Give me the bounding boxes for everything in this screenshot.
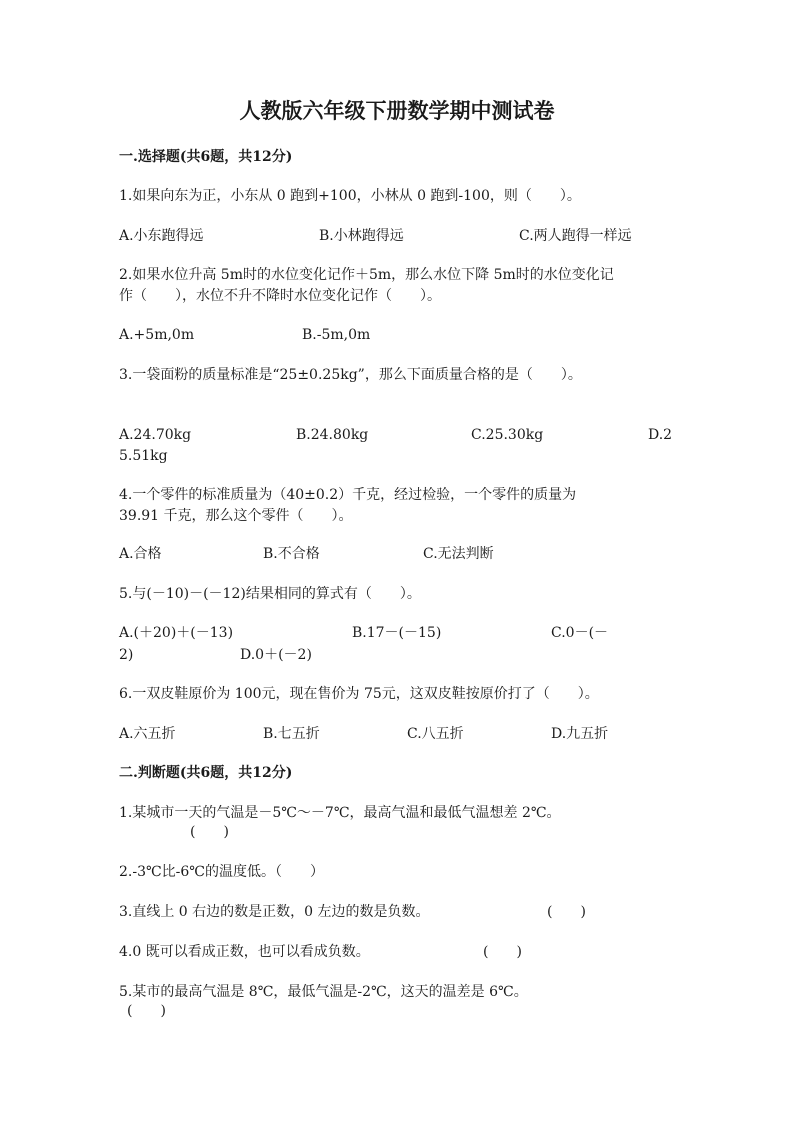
option-d: D.0＋(－2): [240, 647, 312, 663]
option-b: B.-5m,0m: [302, 327, 371, 343]
question-3: 3.一袋面粉的质量标准是“25±0.25kg”，那么下面质量合格的是（ ）。: [119, 367, 582, 383]
option-a: A.+5m,0m: [119, 327, 195, 343]
section-heading-choice: 一.选择题(共6题，共12分): [119, 149, 293, 165]
judgement-3: 3.直线上 0 右边的数是正数，0 左边的数是负数。: [119, 904, 430, 920]
question-2-cont: 作（ ），水位不升不降时水位变化记作（ ）。: [119, 288, 441, 304]
option-b: B.七五折: [263, 726, 320, 742]
answer-blank: ( ): [190, 824, 229, 840]
option-a: A.六五折: [119, 726, 176, 742]
question-2: 2.如果水位升高 5m时的水位变化记作＋5m，那么水位下降 5m时的水位变化记: [119, 267, 614, 283]
option-a: A.小东跑得远: [119, 228, 204, 244]
answer-blank: ( ): [127, 1003, 166, 1019]
judgement-4: 4.0 既可以看成正数，也可以看成负数。: [119, 944, 370, 960]
answer-blank: ( ): [483, 944, 522, 960]
question-4: 4.一个零件的标准质量为（40±0.2）千克，经过检验，一个零件的质量为: [119, 487, 577, 503]
question-5: 5.与(－10)－(－12)结果相同的算式有（ ）。: [119, 586, 421, 602]
option-d: D.九五折: [551, 726, 609, 742]
judgement-5: 5.某市的最高气温是 8℃，最低气温是-2℃，这天的温差是 6℃。: [119, 984, 528, 1000]
option-c: C.0－(－: [551, 625, 609, 641]
question-6: 6.一双皮鞋原价为 100元，现在售价为 75元，这双皮鞋按原价打了（ ）。: [119, 686, 599, 702]
option-b: B.24.80kg: [296, 427, 369, 443]
option-a: A.合格: [119, 546, 162, 562]
option-c: C.八五折: [407, 726, 464, 742]
option-b: B.17－(－15): [352, 625, 442, 641]
question-4-cont: 39.91 千克，那么这个零件（ ）。: [119, 508, 353, 524]
section-heading-judgement: 二.判断题(共6题，共12分): [119, 765, 293, 781]
page-title: 人教版六年级下册数学期中测试卷: [239, 98, 555, 123]
option-c: C.两人跑得一样远: [519, 228, 632, 244]
option-d-cont: 5.51kg: [119, 448, 168, 464]
option-c-cont: 2): [119, 647, 134, 663]
option-d: D.2: [648, 427, 673, 443]
option-b: B.不合格: [263, 546, 320, 562]
question-1: 1.如果向东为正，小东从 0 跑到+100，小林从 0 跑到-100，则（ ）。: [119, 188, 581, 204]
option-b: B.小林跑得远: [319, 228, 404, 244]
option-c: C.无法判断: [423, 546, 494, 562]
option-a: A.24.70kg: [119, 427, 192, 443]
option-c: C.25.30kg: [471, 427, 544, 443]
judgement-2: 2.-3℃比-6℃的温度低。（ ）: [119, 864, 324, 880]
option-a: A.(＋20)＋(－13): [119, 625, 234, 641]
judgement-1: 1.某城市一天的气温是－5℃～－7℃，最高气温和最低气温想差 2℃。: [119, 805, 561, 821]
answer-blank: ( ): [547, 904, 586, 920]
